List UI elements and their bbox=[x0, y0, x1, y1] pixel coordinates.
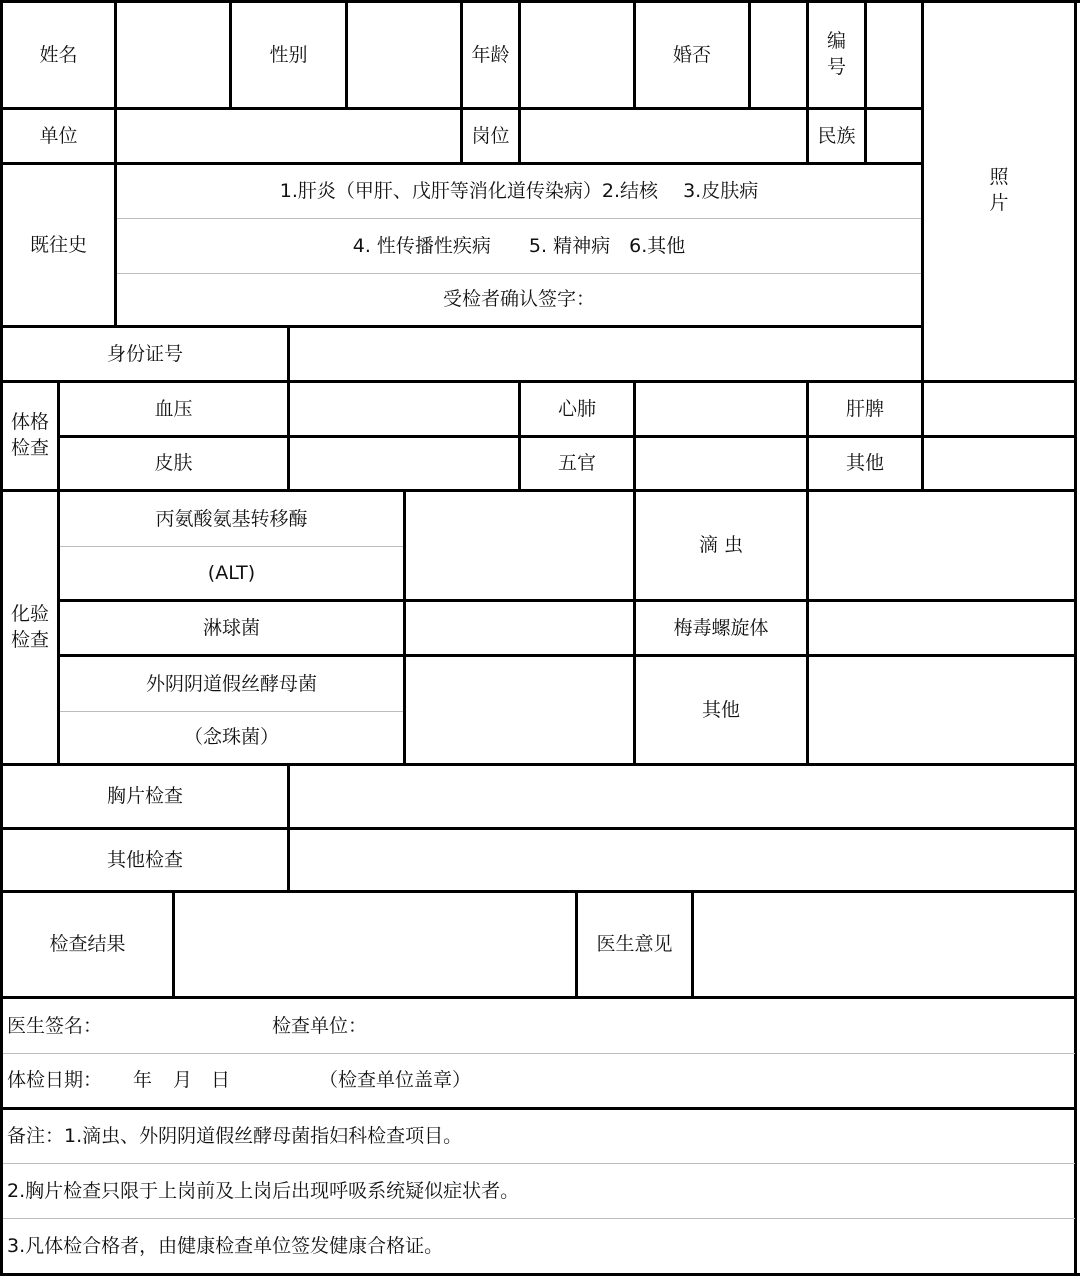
syphilis-label: 梅毒螺旋体 bbox=[673, 616, 769, 639]
doctor-signature-label: 医生签名： bbox=[7, 1014, 103, 1037]
photo-area bbox=[924, 3, 1074, 380]
note-1: 备注：1.滴虫、外阴阴道假丝酵母菌指妇科检查项目。 bbox=[7, 1125, 463, 1148]
lab-other-field[interactable] bbox=[809, 657, 1074, 763]
marital-field[interactable] bbox=[751, 3, 806, 107]
gender-label: 性别 bbox=[269, 43, 308, 66]
history-label: 既往史 bbox=[29, 233, 87, 256]
note-2: 2.胸片检查只限于上岗前及上岗后出现呼吸系统疑似症状者。 bbox=[7, 1179, 520, 1202]
alt-label-line-2: (ALT) bbox=[207, 561, 256, 584]
ethnicity-field[interactable] bbox=[867, 110, 921, 162]
gonococcus-field[interactable] bbox=[406, 602, 633, 654]
physical-exam-label-line-2: 检查 bbox=[10, 437, 49, 459]
liver-spleen-label: 肝脾 bbox=[845, 397, 884, 420]
number-label-char-2: 号 bbox=[826, 56, 846, 78]
age-field[interactable] bbox=[521, 3, 633, 107]
facial-features-field[interactable] bbox=[636, 438, 806, 489]
number-label-char-1: 编 bbox=[826, 30, 846, 53]
id-number-label: 身份证号 bbox=[106, 342, 183, 365]
candida-field[interactable] bbox=[406, 657, 633, 763]
other-exam-field[interactable] bbox=[290, 830, 1074, 890]
history-line-2: 4. 性传播性疾病 5. 精神病 6.其他 bbox=[352, 234, 686, 257]
exam-date-row bbox=[3, 1054, 1074, 1107]
month-label: 月 bbox=[173, 1069, 193, 1092]
trichomonas-field[interactable] bbox=[809, 492, 1074, 599]
trichomonas-label: 滴 虫 bbox=[698, 534, 744, 557]
alt-label-line-1: 丙氨酸氨基转移酶 bbox=[155, 507, 308, 530]
physical-other-label: 其他 bbox=[845, 452, 884, 475]
physical-exam-label-line-1: 体格 bbox=[10, 411, 49, 434]
stamp-label: （检查单位盖章） bbox=[319, 1069, 472, 1092]
post-field[interactable] bbox=[521, 110, 806, 162]
chest-xray-field[interactable] bbox=[290, 766, 1074, 827]
unit-label: 单位 bbox=[39, 124, 78, 147]
age-label: 年龄 bbox=[471, 43, 510, 66]
other-exam-label: 其他检查 bbox=[106, 848, 183, 871]
id-number-field[interactable] bbox=[290, 328, 921, 380]
facial-features-label: 五官 bbox=[557, 452, 596, 475]
alt-field[interactable] bbox=[406, 492, 633, 599]
history-line-1: 1.肝炎（甲肝、戊肝等消化道传染病）2.结核 3.皮肤病 bbox=[279, 180, 759, 203]
unit-field[interactable] bbox=[117, 110, 460, 162]
number-field[interactable] bbox=[867, 3, 921, 107]
post-label: 岗位 bbox=[471, 124, 510, 147]
blood-pressure-field[interactable] bbox=[290, 383, 518, 435]
photo-label-char-2: 片 bbox=[989, 191, 1009, 214]
number-label bbox=[809, 3, 864, 107]
marital-label: 婚否 bbox=[672, 43, 711, 66]
liver-spleen-field[interactable] bbox=[924, 383, 1074, 435]
exam-date-label: 体检日期： bbox=[7, 1069, 103, 1092]
doctor-opinion-label: 医生意见 bbox=[596, 933, 673, 956]
ethnicity-label: 民族 bbox=[817, 124, 856, 147]
skin-label: 皮肤 bbox=[154, 452, 193, 475]
syphilis-field[interactable] bbox=[809, 602, 1074, 654]
lab-other-label: 其他 bbox=[701, 698, 740, 721]
history-signature: 受检者确认签字： bbox=[442, 288, 595, 311]
name-field[interactable] bbox=[117, 3, 229, 107]
exam-result-label: 检查结果 bbox=[49, 933, 126, 956]
gonococcus-label: 淋球菌 bbox=[202, 616, 260, 639]
physical-exam-label bbox=[3, 383, 57, 489]
heart-lung-label: 心肺 bbox=[557, 397, 596, 420]
candida-label-line-2: （念珠菌） bbox=[183, 726, 279, 749]
candida-label-line-1: 外阴阴道假丝酵母菌 bbox=[145, 672, 317, 695]
lab-exam-label-line-2: 检查 bbox=[10, 628, 49, 651]
gender-field[interactable] bbox=[348, 3, 460, 107]
note-3: 3.凡体检合格者，由健康检查单位签发健康合格证。 bbox=[7, 1234, 444, 1257]
heart-lung-field[interactable] bbox=[636, 383, 806, 435]
photo-label-char-1: 照 bbox=[989, 166, 1009, 188]
exam-result-field[interactable] bbox=[175, 893, 575, 996]
blood-pressure-label: 血压 bbox=[154, 397, 193, 420]
exam-unit-label: 检查单位： bbox=[272, 1014, 368, 1037]
lab-exam-label-line-1: 化验 bbox=[10, 602, 49, 625]
day-label: 日 bbox=[211, 1069, 231, 1092]
name-label: 姓名 bbox=[39, 43, 78, 66]
skin-field[interactable] bbox=[290, 438, 518, 489]
doctor-opinion-field[interactable] bbox=[694, 893, 1074, 996]
signature-row bbox=[3, 999, 1074, 1053]
chest-xray-label: 胸片检查 bbox=[106, 785, 183, 808]
physical-other-field[interactable] bbox=[924, 438, 1074, 489]
lab-exam-label bbox=[3, 492, 57, 763]
year-label: 年 bbox=[133, 1069, 153, 1092]
